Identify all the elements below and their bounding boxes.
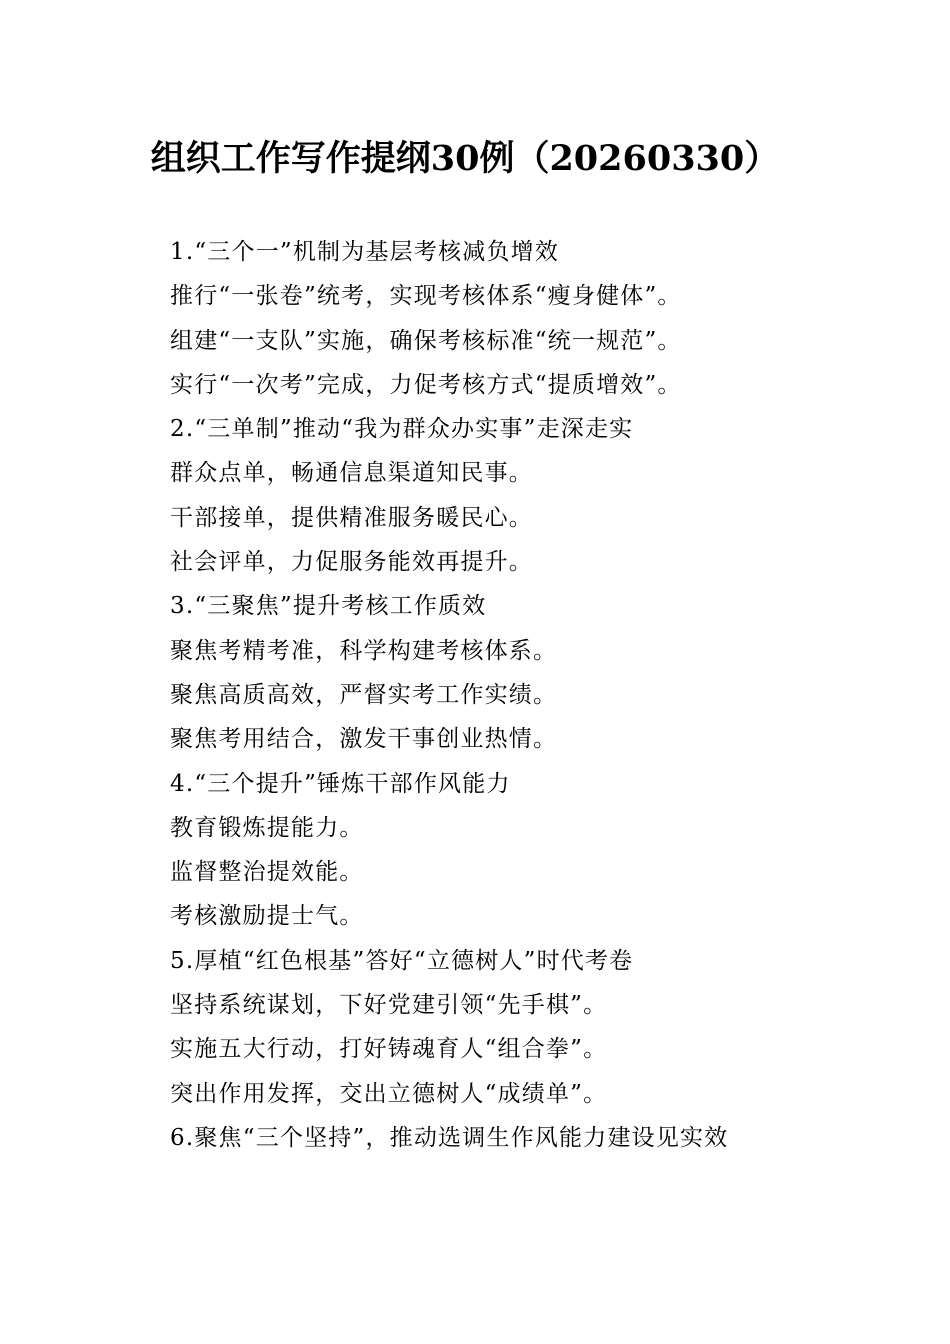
paragraph-line: 监督整治提效能。 bbox=[170, 859, 364, 886]
paragraph-line: 社会评单，力促服务能效再提升。 bbox=[170, 549, 533, 576]
heading-3: 3.“三聚焦”提升考核工作质效 bbox=[170, 593, 487, 620]
paragraph-line: 教育锻炼提能力。 bbox=[170, 814, 364, 841]
paragraph-line: 聚焦高质高效，严督实考工作实绩。 bbox=[170, 681, 558, 708]
paragraph-line: 聚焦考用结合，激发干事创业热情。 bbox=[170, 726, 558, 753]
paragraph-line: 组建“一支队”实施，确保考核标准“统一规范”。 bbox=[170, 327, 682, 354]
heading-1: 1.“三个一”机制为基层考核减负增效 bbox=[170, 239, 560, 265]
paragraph-line: 突出作用发挥，交出立德树人“成绩单”。 bbox=[170, 1080, 608, 1107]
paragraph-line: 坚持系统谋划，下好党建引领“先手棋”。 bbox=[170, 992, 608, 1019]
paragraph-line: 考核激励提士气。 bbox=[170, 903, 364, 930]
heading-4: 4.“三个提升”锤炼干部作风能力 bbox=[170, 770, 511, 797]
heading-2: 2.“三单制”推动“我为群众办实事”走深走实 bbox=[170, 416, 634, 443]
document-body bbox=[170, 230, 870, 1160]
heading-6: 6.聚焦“三个坚持”，推动选调生作风能力建设见实效 bbox=[170, 1124, 729, 1151]
paragraph-line: 实施五大行动，打好铸魂育人“组合拳”。 bbox=[170, 1036, 608, 1063]
paragraph-line: 推行“一张卷”统考，实现考核体系“瘦身健体”。 bbox=[170, 283, 682, 310]
paragraph-line: 聚焦考精考准，科学构建考核体系。 bbox=[170, 637, 558, 664]
paragraph-line: 干部接单，提供精准服务暖民心。 bbox=[170, 504, 533, 531]
heading-5: 5.厚植“红色根基”答好“立德树人”时代考卷 bbox=[170, 947, 634, 974]
document-title: 组织工作写作提纲30例（20260330） bbox=[150, 138, 780, 179]
paragraph-line: 实行“一次考”完成，力促考核方式“提质增效”。 bbox=[170, 371, 682, 398]
paragraph-line: 群众点单，畅通信息渠道知民事。 bbox=[170, 460, 533, 487]
